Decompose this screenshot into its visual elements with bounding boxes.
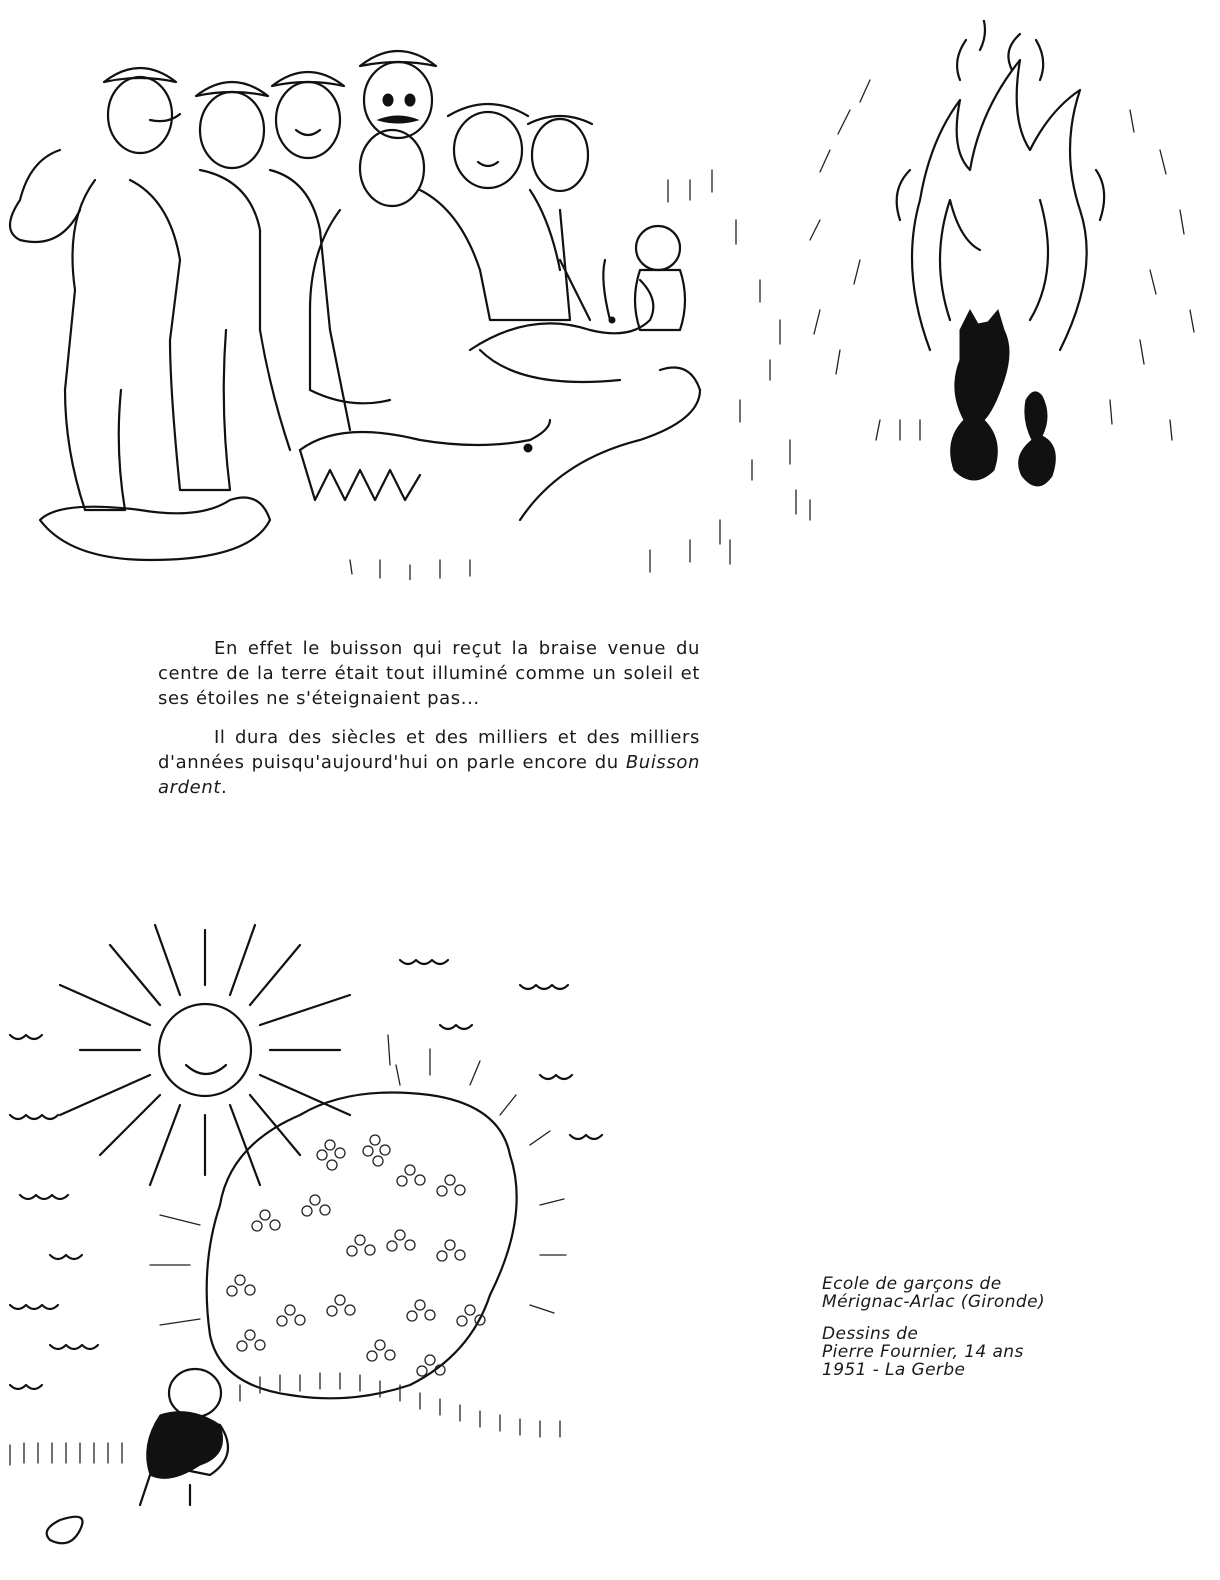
school-line-2: Mérignac-Arlac (Gironde): [822, 1292, 1045, 1312]
sun-bush-illustration: [0, 915, 620, 1580]
burning-bush-illustration: [800, 20, 1220, 490]
drawings-line-3: 1951 - La Gerbe: [822, 1360, 966, 1380]
drawings-line-1: Dessins de: [822, 1324, 919, 1344]
school-line-1: Ecole de garçons de: [822, 1274, 1002, 1294]
drawings-credit: [822, 1325, 1182, 1379]
drawings-line-2: Pierre Fournier, 14 ans: [822, 1342, 1024, 1362]
story-paragraph-2: [158, 725, 700, 800]
story-text: [158, 636, 700, 814]
buisson-ardent-emphasis: Buisson ardent: [158, 752, 700, 798]
story-paragraph-1: En effet le buisson qui reçut la braise venue du centre de la terre était tout illuminé comme un soleil et ses étoiles ne s'éteignaient pas...: [158, 638, 700, 709]
credits: [822, 1275, 1182, 1393]
story-paragraph-2-end: .: [221, 777, 228, 798]
crowd-illustration: [0, 20, 850, 580]
story-paragraph-2-text: Il dura des siècles et des milliers et des milliers d'années puisqu'aujourd'hui on parle encore du: [158, 727, 700, 773]
school-credit: [822, 1275, 1182, 1311]
